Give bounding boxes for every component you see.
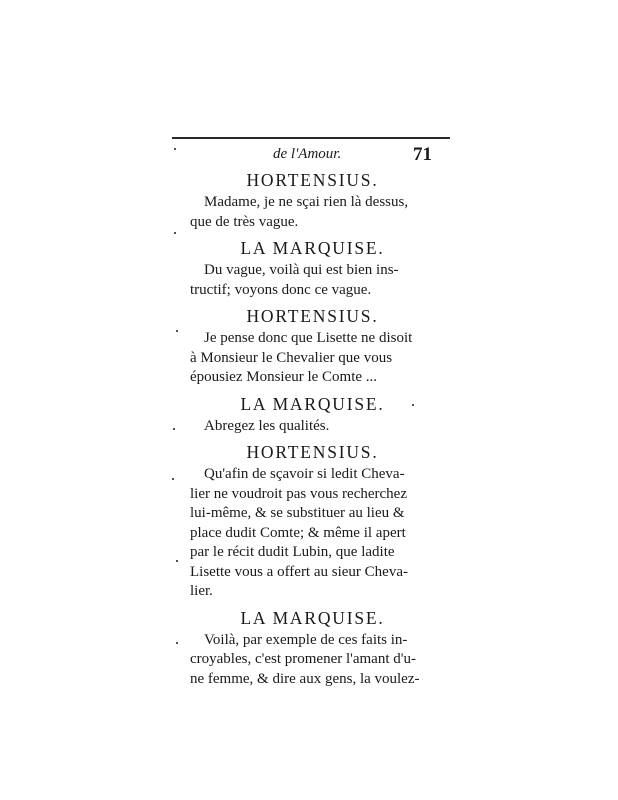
running-head	[245, 146, 455, 168]
speech-line: lier.	[190, 583, 213, 599]
speech-line: Abregez les qualités.	[204, 417, 330, 434]
speech-line: ne femme, & dire aux gens, la voulez-	[190, 670, 420, 687]
margin-speck	[176, 642, 178, 644]
speech-line: épousiez Monsieur le Comte ...	[190, 369, 378, 385]
speech	[190, 465, 435, 602]
speech-line: par le récit dudit Lubin, que ladite	[190, 544, 395, 560]
speaker-heading: HORTENSIUS.	[246, 442, 379, 462]
speech-line: Je pense donc que Lisette ne disoit	[204, 330, 413, 346]
margin-speck	[172, 478, 174, 480]
page-number: 71	[413, 144, 432, 165]
margin-speck	[174, 232, 176, 234]
speech-line: tructif; voyons donc ce vague.	[190, 281, 372, 298]
dialogue-text	[190, 168, 435, 693]
speaker-heading: LA MARQUISE.	[240, 238, 385, 258]
speech	[190, 417, 435, 437]
speech-line: Du vague, voilà qui est bien ins-	[204, 262, 399, 278]
speech	[190, 631, 435, 690]
speech-line: place dudit Comte; & même il apert	[190, 524, 406, 541]
margin-speck	[176, 560, 178, 562]
header-rule	[172, 137, 450, 139]
speech	[190, 261, 435, 300]
speech-line: Voilà, par exemple de ces faits in-	[204, 631, 408, 648]
speech-line: Qu'afin de sçavoir si ledit Cheva-	[204, 466, 405, 482]
running-title: de l'Amour.	[273, 146, 342, 162]
margin-speck	[174, 148, 176, 150]
speech-line: lui-même, & se substituer au lieu &	[190, 505, 405, 521]
speech	[190, 193, 435, 232]
speech-line: Lisette vous a offert au sieur Cheva-	[190, 563, 408, 580]
speech-line: que de très vague.	[190, 213, 299, 230]
speech-line: à Monsieur le Chevalier que vous	[190, 349, 393, 366]
speaker-heading: LA MARQUISE.	[240, 607, 385, 628]
speaker-heading: LA MARQUISE.	[240, 393, 385, 414]
margin-speck	[412, 404, 414, 406]
margin-speck	[173, 428, 175, 430]
margin-speck	[176, 330, 178, 332]
speech	[190, 329, 435, 388]
speech-line: lier ne voudroit pas vous recherchez	[190, 485, 407, 502]
speech-line: Madame, je ne sçai rien là dessus,	[204, 194, 409, 210]
speaker-heading: HORTENSIUS.	[246, 170, 379, 190]
speech-line: croyables, c'est promener l'amant d'u-	[190, 651, 416, 667]
speaker-heading: HORTENSIUS.	[246, 306, 379, 326]
